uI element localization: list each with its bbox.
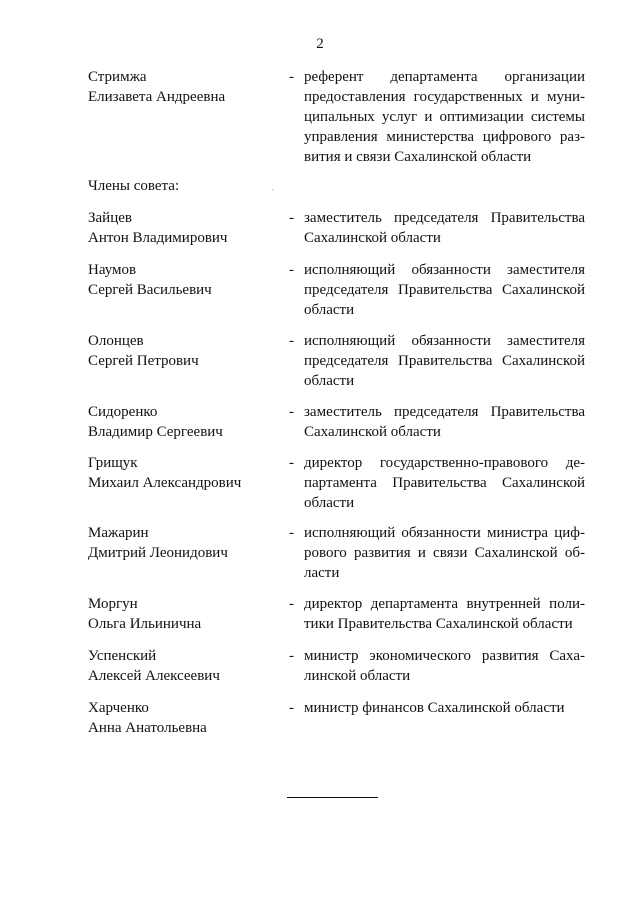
role-line: тики Правительства Сахалинской области bbox=[304, 616, 573, 632]
dash: - bbox=[289, 455, 294, 471]
dash: - bbox=[289, 404, 294, 420]
role-line: линской области bbox=[304, 668, 411, 684]
person-name bbox=[88, 402, 278, 442]
given-names: Сергей Васильевич bbox=[88, 282, 212, 298]
role-line: Сахалинской области bbox=[304, 424, 441, 440]
role-line: ласти bbox=[304, 565, 340, 581]
person-name bbox=[88, 698, 278, 738]
role-line: председателя Правительства Сахалинской bbox=[304, 353, 585, 369]
role-line: области bbox=[304, 495, 355, 511]
role-line: исполняющий обязанности заместителя bbox=[304, 333, 585, 349]
position-title bbox=[304, 698, 585, 718]
position-title bbox=[304, 594, 585, 634]
role-line: партамента Правительства Сахалинской bbox=[304, 475, 585, 491]
given-names: Анна Анатольевна bbox=[88, 720, 207, 736]
position-title bbox=[304, 260, 585, 320]
person-name bbox=[88, 208, 278, 248]
person-name bbox=[88, 260, 278, 300]
person-name bbox=[88, 453, 278, 493]
dash: - bbox=[289, 333, 294, 349]
person-name bbox=[88, 331, 278, 371]
role-line: предоставления государственных и муни- bbox=[304, 89, 585, 105]
given-names: Алексей Алексеевич bbox=[88, 668, 220, 684]
role-line: управления министерства цифрового раз- bbox=[304, 129, 585, 145]
role-line: заместитель председателя Правительства bbox=[304, 404, 585, 420]
position-title bbox=[304, 208, 585, 248]
dash: - bbox=[289, 648, 294, 664]
dash: - bbox=[289, 525, 294, 541]
surname: Сидоренко bbox=[88, 404, 158, 420]
surname: Харченко bbox=[88, 700, 149, 716]
role-line: ципальных услуг и оптимизации системы bbox=[304, 109, 585, 125]
position-title bbox=[304, 402, 585, 442]
person-name bbox=[88, 523, 278, 563]
dash: - bbox=[289, 69, 294, 85]
position-title bbox=[304, 331, 585, 391]
dash: - bbox=[289, 596, 294, 612]
role-line: министр экономического развития Саха- bbox=[304, 648, 585, 664]
surname: Грищук bbox=[88, 455, 138, 471]
given-names: Ольга Ильинична bbox=[88, 616, 202, 632]
dash: - bbox=[289, 700, 294, 716]
given-names: Елизавета Андреевна bbox=[88, 89, 226, 105]
role-line: области bbox=[304, 373, 355, 389]
dash: - bbox=[289, 210, 294, 226]
role-line: рового развития и связи Сахалинской об- bbox=[304, 545, 585, 561]
person-name bbox=[88, 594, 278, 634]
person-name bbox=[88, 67, 278, 107]
role-line: вития и связи Сахалинской области bbox=[304, 149, 532, 165]
role-line: заместитель председателя Правительства bbox=[304, 210, 585, 226]
role-line: референт департамента организации bbox=[304, 69, 585, 85]
role-line: министр финансов Сахалинской области bbox=[304, 700, 565, 716]
end-separator-line bbox=[287, 797, 378, 798]
surname: Мажарин bbox=[88, 525, 149, 541]
given-names: Михаил Александрович bbox=[88, 475, 242, 491]
members-heading: Члены совета: bbox=[88, 178, 180, 194]
given-names: Антон Владимирович bbox=[88, 230, 228, 246]
scan-mark: ` bbox=[267, 186, 276, 198]
surname: Моргун bbox=[88, 596, 138, 612]
surname: Олонцев bbox=[88, 333, 144, 349]
role-line: председателя Правительства Сахалинской bbox=[304, 282, 585, 298]
role-line: исполняющий обязанности министра циф- bbox=[304, 525, 585, 541]
given-names: Дмитрий Леонидович bbox=[88, 545, 228, 561]
page-number: 2 bbox=[316, 36, 324, 52]
surname: Успенский bbox=[88, 648, 157, 664]
role-line: области bbox=[304, 302, 355, 318]
surname: Зайцев bbox=[88, 210, 132, 226]
position-title bbox=[304, 646, 585, 686]
position-title bbox=[304, 67, 585, 167]
dash: - bbox=[289, 262, 294, 278]
position-title bbox=[304, 523, 585, 583]
role-line: директор государственно-правового де- bbox=[304, 455, 585, 471]
given-names: Сергей Петрович bbox=[88, 353, 199, 369]
role-line: директор департамента внутренней поли- bbox=[304, 596, 585, 612]
given-names: Владимир Сергеевич bbox=[88, 424, 223, 440]
role-line: Сахалинской области bbox=[304, 230, 441, 246]
surname: Стримжа bbox=[88, 69, 147, 85]
position-title bbox=[304, 453, 585, 513]
person-name bbox=[88, 646, 278, 686]
role-line: исполняющий обязанности заместителя bbox=[304, 262, 585, 278]
surname: Наумов bbox=[88, 262, 137, 278]
